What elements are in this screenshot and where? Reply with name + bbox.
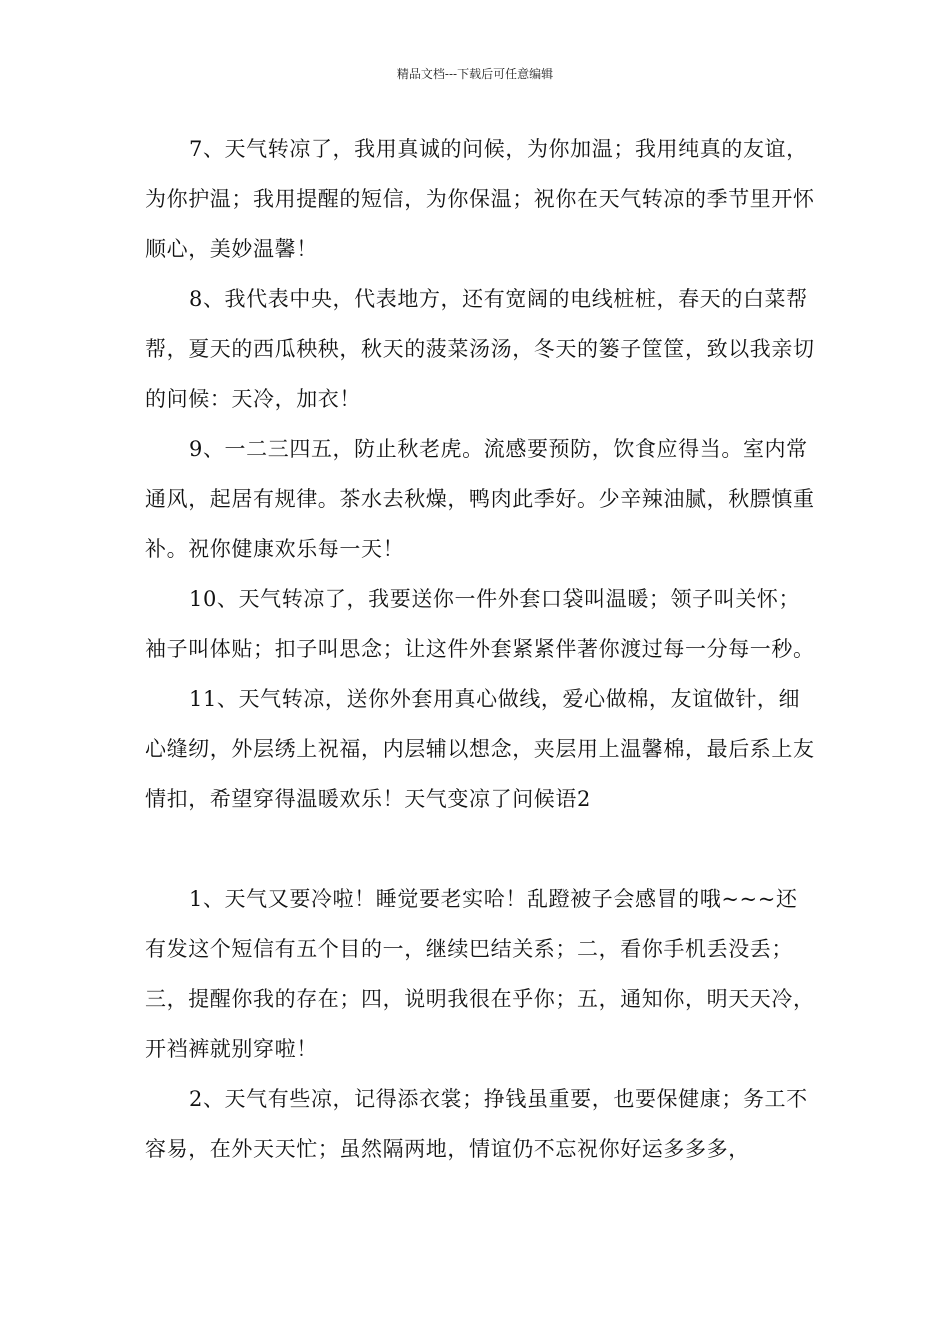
page-header: 精品文档---下载后可任意编辑 xyxy=(396,67,554,81)
section-gap xyxy=(145,824,815,874)
paragraph-2-2: 2、天气有些凉，记得添衣裳；挣钱虽重要，也要保健康；务工不容易，在外天天忙；虽然隔两地，情谊仍不忘祝你好运多多多， xyxy=(145,1087,808,1161)
paragraph-8: 8、我代表中央，代表地方，还有宽阔的电线桩桩，春天的白菜帮帮，夏天的西瓜秧秧，秋天的菠菜汤汤，冬天的篓子筐筐，致以我亲切的问候：天冷，加衣！ xyxy=(145,287,815,411)
paragraph-9: 9、一二三四五，防止秋老虎。流感要预防，饮食应得当。室内常通风，起居有规律。茶水去秋燥，鸭肉此季好。少辛辣油腻，秋膘慎重补。祝你健康欢乐每一天！ xyxy=(145,437,815,561)
paragraph-2-1: 1、天气又要冷啦！睡觉要老实哈！乱蹬被子会感冒的哦~~~还有发这个短信有五个目的一，继续巴结关系；二，看你手机丢没丢；三，提醒你我的存在；四，说明我很在乎你；五，通知你，明天天冷，开裆裤就别穿啦！ xyxy=(145,887,815,1061)
paragraph-11: 11、天气转凉，送你外套用真心做线，爱心做棉，友谊做针，细心缝纫，外层绣上祝福，内层辅以想念，夹层用上温馨棉，最后系上友情扣，希望穿得温暖欢乐！天气变凉了问候语2 xyxy=(145,687,815,811)
document-body xyxy=(145,124,815,1174)
paragraph-10: 10、天气转凉了，我要送你一件外套口袋叫温暖；领子叫关怀；袖子叫体贴；扣子叫思念；让这件外套紧紧伴著你渡过每一分每一秒。 xyxy=(145,587,815,661)
paragraph-7: 7、天气转凉了，我用真诚的问候，为你加温；我用纯真的友谊，为你护温；我用提醒的短信，为你保温；祝你在天气转凉的季节里开怀顺心，美妙温馨！ xyxy=(145,137,815,261)
